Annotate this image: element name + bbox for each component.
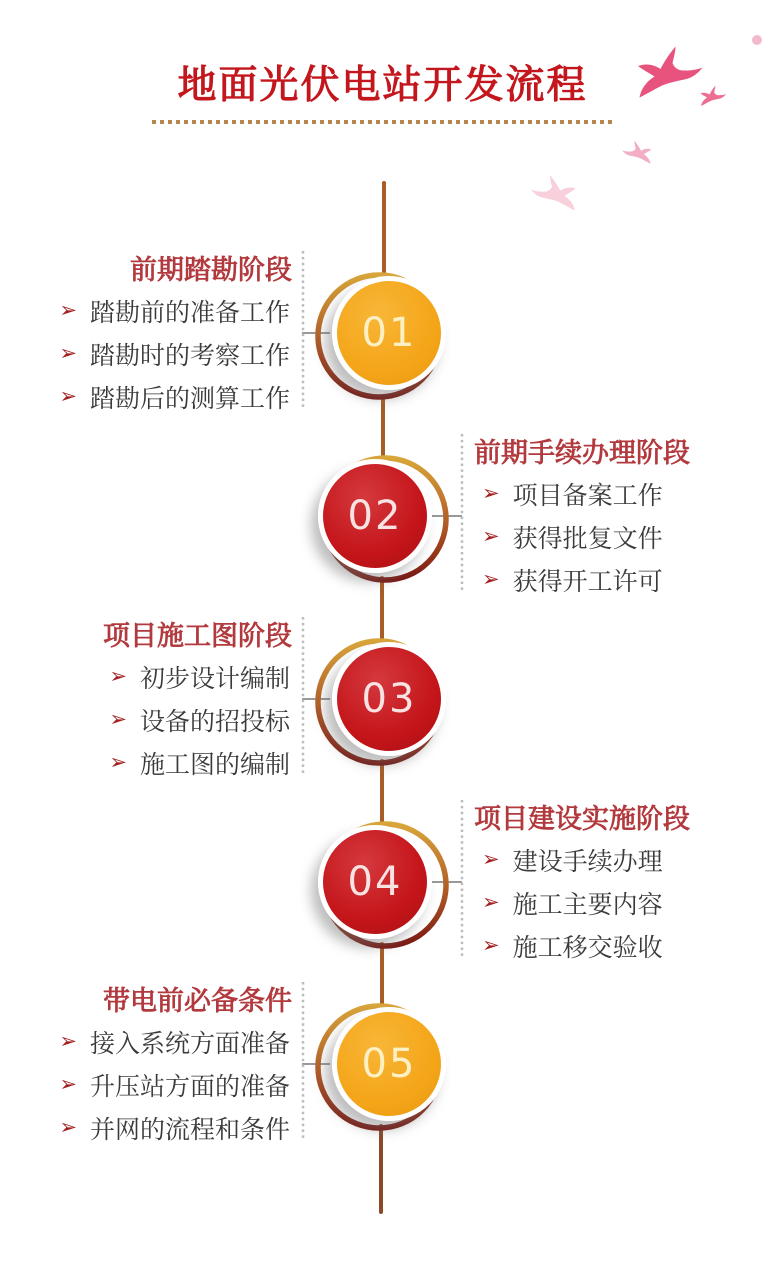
- section-title: 项目施工图阶段: [103, 621, 292, 651]
- bullet-text: 施工图的编制: [139, 750, 290, 779]
- list-item: [38, 1063, 298, 1106]
- section-procedures-stage: [470, 434, 730, 601]
- bullet-text: 项目备案工作: [512, 481, 663, 510]
- list-item: [38, 1020, 298, 1063]
- arrow-bullet-icon: ➢: [109, 708, 127, 731]
- section-implementation-stage: [470, 800, 730, 967]
- step-number: 01: [361, 310, 417, 356]
- step-circle-02: [318, 459, 432, 573]
- page-title: 地面光伏电站开发流程: [177, 64, 588, 107]
- arrow-bullet-icon: ➢: [482, 525, 500, 548]
- section-title: 项目建设实施阶段: [474, 804, 690, 834]
- step-circle-01: [332, 276, 446, 390]
- list-item: [38, 655, 298, 698]
- arrow-bullet-icon: ➢: [482, 891, 500, 914]
- list-item: [38, 332, 298, 375]
- section-title: 前期手续办理阶段: [474, 438, 690, 468]
- arrow-bullet-icon: ➢: [59, 1073, 77, 1096]
- list-item: [470, 881, 730, 924]
- list-item: [470, 558, 730, 601]
- list-item: [470, 472, 730, 515]
- section-construction-drawing-stage: [38, 617, 298, 784]
- bird-icon: [622, 141, 651, 164]
- bullet-text: 并网的流程和条件: [89, 1115, 290, 1144]
- step-number: 02: [347, 493, 403, 539]
- list-item: [470, 515, 730, 558]
- bullet-text: 升压站方面的准备: [89, 1072, 290, 1101]
- section-title: 带电前必备条件: [103, 986, 292, 1016]
- section-pre-energization-stage: [38, 982, 298, 1149]
- arrow-bullet-icon: ➢: [482, 482, 500, 505]
- section-title: 前期踏勘阶段: [130, 255, 292, 285]
- arrow-bullet-icon: ➢: [482, 568, 500, 591]
- step-circle-05: [332, 1007, 446, 1121]
- bullet-text: 建设手续办理: [512, 847, 663, 876]
- arrow-bullet-icon: ➢: [59, 385, 77, 408]
- arrow-bullet-icon: ➢: [109, 665, 127, 688]
- list-item: [38, 289, 298, 332]
- arrow-bullet-icon: ➢: [59, 1030, 77, 1053]
- list-item: [38, 1106, 298, 1149]
- list-item: [38, 375, 298, 418]
- step-number: 05: [361, 1041, 417, 1087]
- bullet-text: 接入系统方面准备: [89, 1029, 290, 1058]
- bullet-text: 踏勘时的考察工作: [89, 341, 290, 370]
- list-item: [470, 838, 730, 881]
- step-circle-04: [318, 825, 432, 939]
- bullet-text: 踏勘前的准备工作: [89, 298, 290, 327]
- bullet-text: 施工移交验收: [512, 933, 663, 962]
- bullet-text: 获得开工许可: [512, 567, 663, 596]
- bullet-text: 施工主要内容: [512, 890, 663, 919]
- arrow-bullet-icon: ➢: [59, 299, 77, 322]
- bullet-text: 踏勘后的测算工作: [89, 384, 290, 413]
- step-number: 03: [361, 676, 417, 722]
- arrow-bullet-icon: ➢: [482, 848, 500, 871]
- bullet-text: 获得批复文件: [512, 524, 663, 553]
- list-item: [38, 741, 298, 784]
- step-circle-03: [332, 642, 446, 756]
- arrow-bullet-icon: ➢: [482, 934, 500, 957]
- arrow-bullet-icon: ➢: [59, 1116, 77, 1139]
- petal-icon: [752, 35, 762, 45]
- section-survey-stage: [38, 251, 298, 418]
- bullet-text: 设备的招投标: [139, 707, 290, 736]
- bullet-text: 初步设计编制: [139, 664, 290, 693]
- step-number: 04: [347, 859, 403, 905]
- arrow-bullet-icon: ➢: [59, 342, 77, 365]
- list-item: [470, 924, 730, 967]
- bird-icon: [531, 175, 576, 210]
- list-item: [38, 698, 298, 741]
- arrow-bullet-icon: ➢: [109, 751, 127, 774]
- title-underline: [152, 120, 612, 124]
